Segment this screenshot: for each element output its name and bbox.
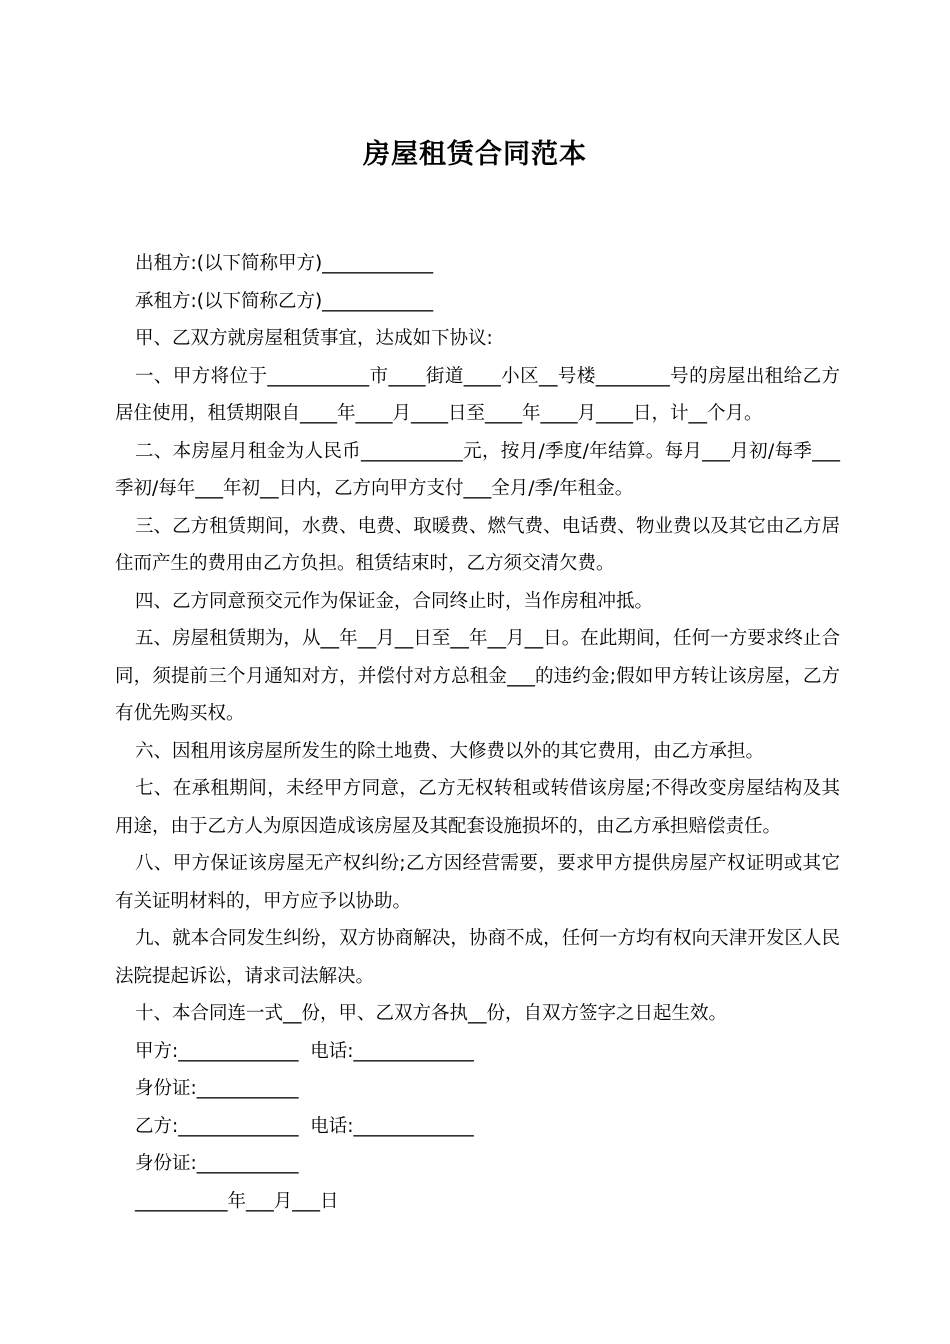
document-body	[115, 245, 840, 1220]
party-a-id-line: 身份证:___________	[135, 1078, 299, 1099]
clause-1: 一、甲方将位于___________市____街道____小区__号楼________号的房屋出租给乙方居住使用，租赁期限自____年____月____日至____年____月____日，计__个月。	[115, 365, 840, 424]
lessor-line: 出租方:(以下简称甲方)____________	[135, 253, 434, 274]
clause-6: 六、因租用该房屋所发生的除土地费、大修费以外的其它费用，由乙方承担。	[135, 740, 765, 762]
party-b-id-line: 身份证:___________	[135, 1153, 299, 1174]
party-b-signature-line: 乙方:_____________ 电话:_____________	[135, 1115, 474, 1137]
clause-4: 四、乙方同意预交元作为保证金，合同终止时，当作房租冲抵。	[135, 590, 654, 612]
party-a-signature-line: 甲方:_____________ 电话:_____________	[135, 1040, 474, 1062]
clause-5: 五、房屋租赁期为，从__年__月__日至__年__月__日。在此期间，任何一方要求终止合同，须提前三个月通知对方，并偿付对方总租金___的违约金;假如甲方转让该房屋，乙方有优先购买权。	[115, 628, 840, 724]
clause-8: 八、甲方保证该房屋无产权纠纷;乙方因经营需要，要求甲方提供房屋产权证明或其它有关证明材料的，甲方应予以协助。	[115, 853, 840, 912]
clause-9: 九、就本合同发生纠纷，双方协商解决，协商不成，任何一方均有权向天津开发区人民法院提起诉讼，请求司法解决。	[115, 928, 840, 987]
clause-10: 十、本合同连一式__份，甲、乙双方各执__份，自双方签字之日起生效。	[135, 1003, 728, 1024]
lessee-line: 承租方:(以下简称乙方)____________	[135, 290, 434, 312]
clause-2: 二、本房屋月租金为人民币___________元，按月/季度/年结算。每月___月初/每季___季初/每年___年初__日内，乙方向甲方支付___全月/季/年租金。	[115, 440, 840, 499]
agreement-intro: 甲、乙双方就房屋租赁事宜，达成如下协议:	[135, 328, 493, 349]
date-line: __________年___月___日	[135, 1190, 339, 1212]
clause-7: 七、在承租期间，未经甲方同意，乙方无权转租或转借该房屋;不得改变房屋结构及其用途，由于乙方人为原因造成该房屋及其配套设施损坏的，由乙方承担赔偿责任。	[115, 778, 840, 837]
document-title: 房屋租赁合同范本	[363, 139, 587, 170]
clause-3: 三、乙方租赁期间，水费、电费、取暖费、燃气费、电话费、物业费以及其它由乙方居住而产生的费用由乙方负担。租赁结束时，乙方须交清欠费。	[115, 515, 840, 574]
